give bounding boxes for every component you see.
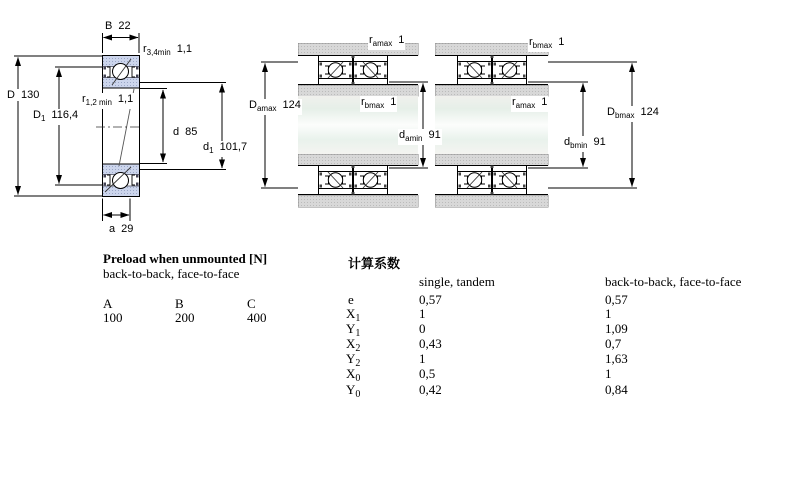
- preload-table-subtitle: back-to-back, face-to-face: [103, 266, 240, 281]
- factor-row-label: $X_0$: [346, 366, 361, 384]
- dim-label-a: a 29: [109, 223, 134, 235]
- factor-value: 1,09: [605, 321, 628, 336]
- factor-value: 1: [605, 366, 612, 381]
- factor-value: 0,57: [605, 292, 628, 307]
- dim-label-Damax: $D_{amax}$ 124: [249, 99, 301, 113]
- factor-value: 0,84: [605, 382, 628, 397]
- factor-value: 0: [419, 321, 426, 336]
- preload-value: 100: [103, 310, 123, 325]
- factors-table-title: 计算系数: [348, 256, 401, 271]
- preload-value: 400: [247, 310, 267, 325]
- dim-label-D1: $D_1$ 116,4: [33, 109, 79, 123]
- preload-table-title: Preload when unmounted [N]: [103, 251, 268, 266]
- factor-value: 1: [419, 306, 426, 321]
- dim-label-d: d 85: [173, 126, 198, 138]
- dim-label-ramax-middle: $r_{amax}$ 1: [369, 34, 405, 48]
- factor-value: 0,43: [419, 336, 442, 351]
- arrangement-a-diagram: [298, 43, 418, 207]
- preload-table: [103, 251, 333, 341]
- factor-value: 1: [605, 306, 612, 321]
- dim-label-d1: $d_1$ 101,7: [203, 141, 248, 155]
- dim-label-rbmax-right: $r_{bmax}$ 1: [529, 36, 565, 50]
- arrangement-b-diagram: [435, 43, 548, 207]
- preload-col-header: A: [103, 296, 113, 311]
- single-bearing-cross-section: [96, 56, 140, 197]
- factor-value: 0,5: [419, 366, 436, 381]
- dim-label-B: B 22: [105, 20, 131, 32]
- dim-label-damin: $d_{amin}$ 91: [399, 129, 441, 143]
- dim-label-rbmax-middle: $r_{bmax}$ 1: [361, 96, 397, 110]
- factor-row-label: $X_2$: [346, 336, 361, 354]
- calculation-factors-table: [346, 253, 766, 413]
- dim-label-dbmin: $d_{bmin}$ 91: [564, 136, 606, 150]
- dim-label-ramax-right: $r_{amax}$ 1: [512, 96, 548, 110]
- factor-value: 0,7: [605, 336, 622, 351]
- dim-label-r12: $r_{1,2 min}$ 1,1: [82, 93, 134, 107]
- factors-col2-header: back-to-back, face-to-face: [605, 274, 742, 289]
- preload-value: 200: [175, 310, 195, 325]
- factor-row-label: $X_1$: [346, 306, 361, 324]
- factor-row-label: $Y_2$: [346, 351, 361, 369]
- factor-row-label: $Y_1$: [346, 321, 361, 339]
- factor-row-label: $Y_0$: [346, 382, 361, 400]
- dim-label-r34: $r_{3,4min}$ 1,1: [143, 43, 192, 57]
- preload-col-header: B: [175, 296, 184, 311]
- dim-label-Dbmax: $D_{bmax}$ 124: [607, 106, 659, 120]
- factor-row-label: e: [348, 292, 354, 307]
- factor-value: 1,63: [605, 351, 628, 366]
- preload-col-header: C: [247, 296, 256, 311]
- factor-value: 1: [419, 351, 426, 366]
- factor-value: 0,42: [419, 382, 442, 397]
- factors-col1-header: single, tandem: [419, 274, 495, 289]
- factor-value: 0,57: [419, 292, 442, 307]
- dim-label-D: D 130: [7, 89, 40, 101]
